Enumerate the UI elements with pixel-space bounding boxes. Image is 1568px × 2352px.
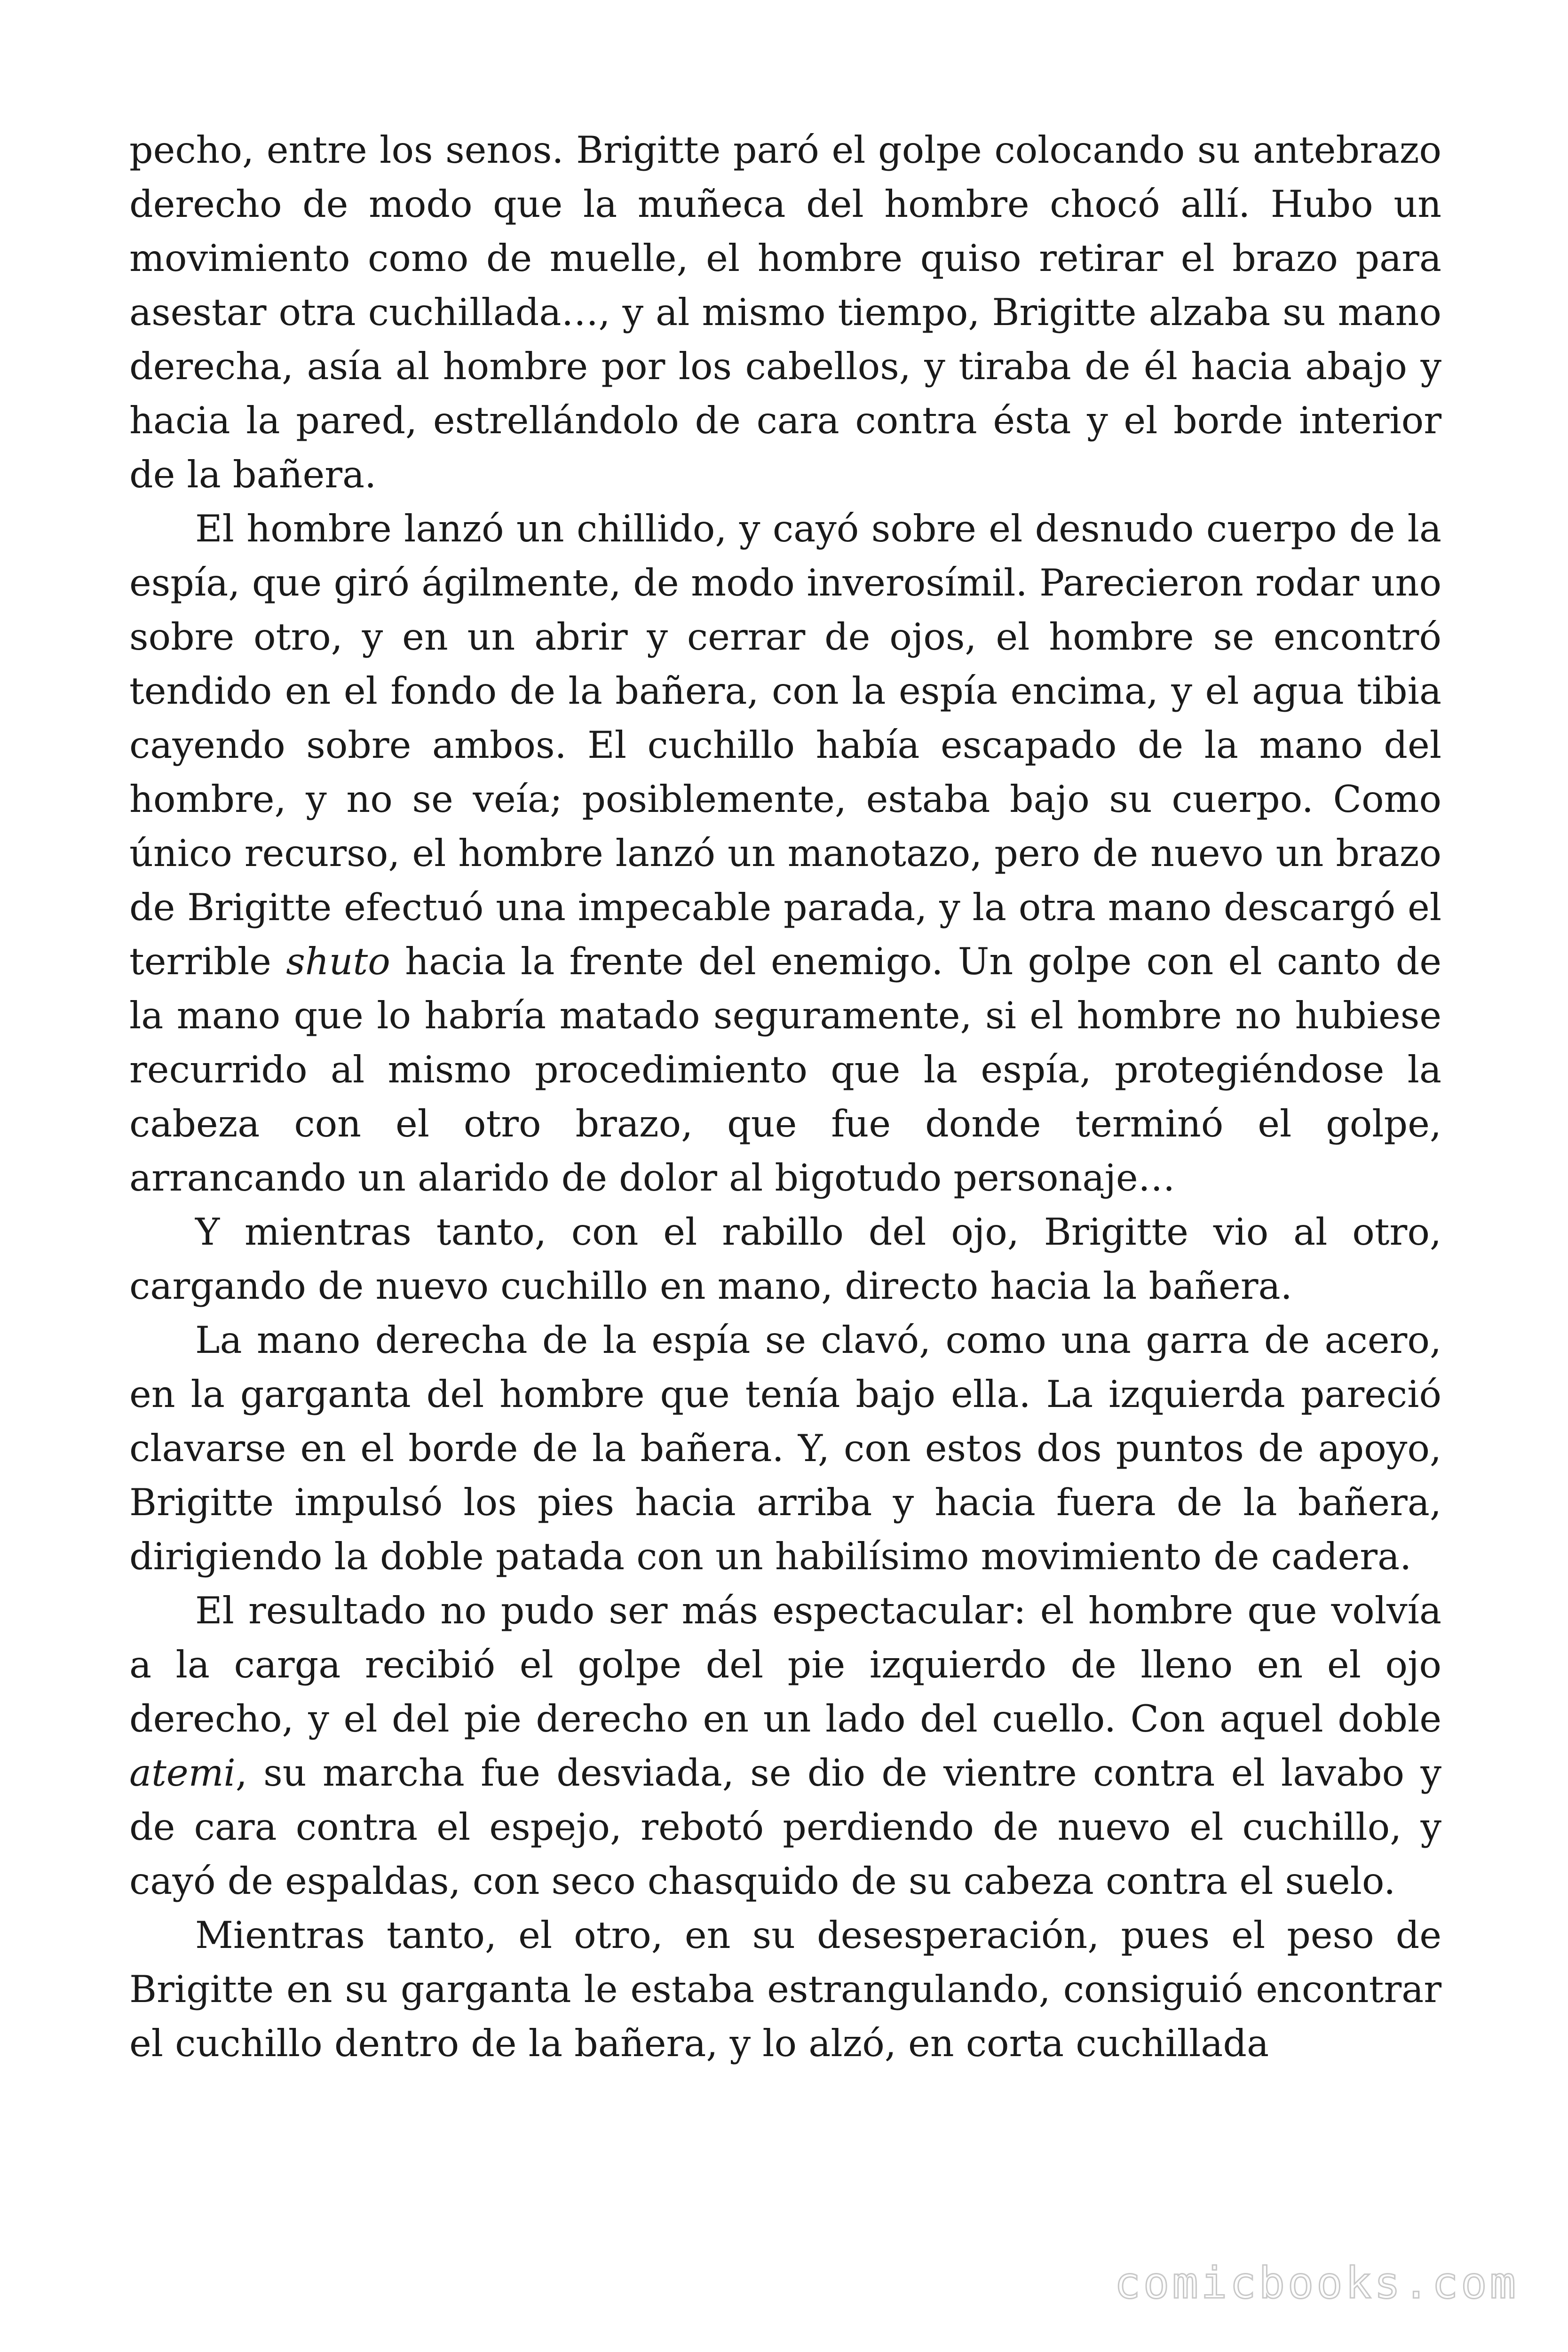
watermark: comicbooks.com bbox=[1114, 2258, 1519, 2308]
paragraph-text: pecho, entre los senos. Brigitte paró el golpe colocando su antebrazo derecho de modo que la muñeca del hombre chocó allí. Hubo un movimiento como de muelle, el hombre quiso retirar el brazo para asestar otra cuchillada…, y al mismo tiempo, Brigitte alzaba su mano derecha, asía al hombre por los cabellos, y tiraba de él hacia abajo y hacia la pared, estrellándolo de cara contra ésta y el borde interior de la bañera. bbox=[129, 128, 1441, 496]
italic-term: shuto bbox=[286, 940, 390, 983]
paragraph-text: La mano derecha de la espía se clavó, como una garra de acero, en la garganta del hombre que tenía bajo ella. La izquierda pareció clavarse en el borde de la bañera. Y, con estos dos puntos de apoyo, Brigitte impulsó los pies hacia arriba y hacia fuera de la bañera, dirigiendo la doble patada con un habilísimo movimiento de cadera. bbox=[129, 1319, 1441, 1578]
paragraph bbox=[129, 1584, 1441, 1908]
italic-term: atemi bbox=[129, 1751, 236, 1795]
paragraph bbox=[129, 1908, 1441, 2071]
paragraph-text: hacia la frente del enemigo. Un golpe con el canto de la mano que lo habría matado seguramente, si el hombre no hubiese recurrido al mismo procedimiento que la espía, protegiéndose la cabeza con el otro brazo, que fue donde terminó el golpe, arrancando un alarido de dolor al bigotudo personaje… bbox=[129, 940, 1442, 1200]
paragraph-text: Mientras tanto, el otro, en su desesperación, pues el peso de Brigitte en su garganta le estaba estrangulando, consiguió encontrar el cuchillo dentro de la bañera, y lo alzó, en corta cuchillada bbox=[129, 1914, 1441, 2065]
paragraph bbox=[129, 123, 1441, 502]
paragraph bbox=[129, 1313, 1441, 1584]
body-text bbox=[129, 123, 1441, 2071]
paragraph bbox=[129, 1205, 1441, 1313]
paragraph-text: El hombre lanzó un chillido, y cayó sobre el desnudo cuerpo de la espía, que giró ágilmente, de modo inverosímil. Parecieron rodar uno sobre otro, y en un abrir y cerrar de ojos, el hombre se encontró tendido en el fondo de la bañera, con la espía encima, y el agua tibia cayendo sobre ambos. El cuchillo había escapado de la mano del hombre, y no se veía; posiblemente, estaba bajo su cuerpo. Como único recurso, el hombre lanzó un manotazo, pero de nuevo un brazo de Brigitte efectuó una impecable parada, y la otra mano descargó el terrible bbox=[129, 507, 1441, 983]
paragraph-text: El resultado no pudo ser más espectacular: el hombre que volvía a la carga recibió el golpe del pie izquierdo de lleno en el ojo derecho, y el del pie derecho en un lado del cuello. Con aquel doble bbox=[129, 1589, 1441, 1740]
paragraph-text: Y mientras tanto, con el rabillo del ojo, Brigitte vio al otro, cargando de nuevo cuchillo en mano, directo hacia la bañera. bbox=[129, 1210, 1441, 1308]
paragraph bbox=[129, 502, 1441, 1205]
paragraph-text: , su marcha fue desviada, se dio de vientre contra el lavabo y de cara contra el espejo, rebotó perdiendo de nuevo el cuchillo, y cayó de espaldas, con seco chasquido de su cabeza contra el suelo. bbox=[129, 1751, 1441, 1903]
